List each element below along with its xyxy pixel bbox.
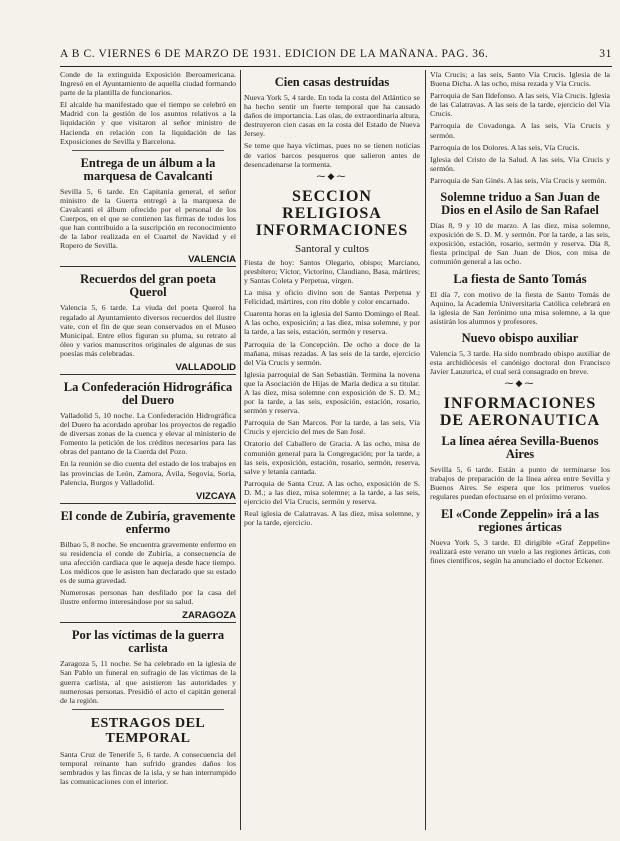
- headline-linea-aerea: La línea aérea Sevilla-Buenos Aires: [441, 434, 599, 462]
- ornament-divider: ⁓◆⁓: [316, 171, 348, 182]
- separator-rule: [72, 709, 224, 710]
- section-subtitle: Santoral y cultos: [295, 242, 369, 255]
- column-2: [244, 70, 420, 830]
- article-paragraph: Nueva York 5, 3 tarde. El dirigible «Graf Zeppelin» realizará este verano un vuelo a las regiones árticas, con fines científicos, según ha anunciado el doctor Eckener.: [430, 537, 610, 565]
- headline-querol: Recuerdos del gran poeta Querol: [80, 272, 216, 300]
- article-paragraph: Sevilla 5, 6 tarde. Están a punto de terminarse los trabajos de preparación de la línea aérea entre Sevilla y Buenos Aires. Se espera que los primeros vuelos regulares puedan efectuarse en el próximo verano.: [430, 465, 610, 502]
- article-paragraph: Iglesia del Cristo de la Salud. A las seis, Vía Crucis y sermón.: [430, 154, 610, 173]
- article-paragraph: Valencia 5, 3 tarde. Ha sido nombrado obispo auxiliar de esta archidiócesis el canónigo doctoral don Francisco Javier Lauzurica, el cual será consagrado en breve.: [430, 348, 610, 377]
- article-paragraph: Real iglesia de Calatravas. A las diez, misa solemne, y por la tarde, ejercicio.: [244, 509, 420, 528]
- article-paragraph: Numerosas personas han desfilado por la casa del ilustre enfermo interesándose por su salud.: [60, 588, 236, 607]
- article-paragraph: Santa Cruz de Tenerife 5, 6 tarde. A consecuencia del temporal reinante han sufrido grandes daños los sembrados y las fincas de la isla, y se han interrumpido las comunicaciones con el interior.: [60, 749, 236, 787]
- article-paragraph: La misa y oficio divino son de Santas Perpetua y Felicidad, mártires, con rito doble y color encarnado.: [244, 288, 420, 307]
- headline-temporal: ESTRAGOS DEL TEMPORAL: [90, 715, 206, 746]
- page-header: [60, 48, 612, 64]
- article-paragraph: Fiesta de hoy: Santos Olegario, obispo; Marciano, presbítero; Víctor, Victorino, Claudiano, Basa, mártires; y Santas Coleta y Perpetua, virgen.: [244, 257, 420, 285]
- article-paragraph: Bilbao 5, 8 noche. Se encuentra gravemente enfermo en su residencia el conde de Zubiría, a consecuencia de una afección cardiaca que le aqueja desde hace tiempo. Los médicos que le asisten han declarado que su estado es de suma gravedad.: [60, 539, 236, 586]
- article-paragraph: Parroquia de San Marcos. Por la tarde, a las seis, Vía Crucis y ejercicio del mes de San José.: [244, 418, 420, 437]
- headline-cien-casas: Cien casas destruídas: [274, 75, 390, 89]
- column-divider: [425, 70, 426, 830]
- article-paragraph: El alcalde ha manifestado que el tiempo se celebró en Madrid con la gestión de los asuntos relativos a la liquidación y que visitaron al señor ministro de Hacienda en relación con la liquidación de las Exposiciones de Sevilla y Barcelona.: [60, 100, 236, 146]
- article-paragraph: Parroquia de San Ginés. A las seis, Vía Crucis y sermón.: [430, 175, 607, 185]
- city-label-zaragoza: ZARAGOZA: [60, 610, 236, 623]
- article-paragraph: Parroquia de Covadonga. A las seis, Vía Crucis y sermón.: [430, 121, 610, 140]
- column-3: [430, 70, 610, 830]
- city-label-vizcaya: VIZCAYA: [60, 491, 236, 504]
- article-paragraph: Días 8, 9 y 10 de marzo. A las diez, misa solemne, exposición de S. D. M. y sermón. Por la tarde, a las seis, exposición, estación, rosario, sermón y reserva. Día 8, fiesta principal de San Juan de Dios, con misa de comunión general a las ocho.: [430, 221, 610, 267]
- headline-album: Entrega de un álbum a la marquesa de Cavalcanti: [80, 155, 216, 183]
- headline-zeppelin: El «Conde Zeppelin» irá a las regiones árticas: [440, 506, 599, 534]
- column-divider: [240, 70, 241, 830]
- article-paragraph: Oratorio del Caballero de Gracia. A las ocho, misa de comunión general para la Congregación; por la tarde, a las seis, exposición, estación, rosario, sermón, reserva, salve y letanía cantada.: [244, 439, 420, 476]
- article-paragraph: Parroquia de Santa Cruz. A las ocho, exposición de S. D. M.; a las diez, misa solemne; a la tarde, a las seis, ejercicio del Vía Crucis, sermón y reserva.: [244, 478, 420, 506]
- article-paragraph: Valencia 5, 6 tarde. La viuda del poeta Querol ha regalado al Ayuntamiento diversos recuerdos del ilustre vate, con el fin de que sean conservados en el Museo Municipal. Entre ellos figuran su pluma, su retrato al óleo y varios manuscritos originales de algunas de sus poesías más celebradas.: [60, 303, 236, 358]
- article-paragraph: Nueva York 5, 4 tarde. En toda la costa del Atlántico se ha hecho sentir un fuerte temporal que ha causado daños de importancia. Las olas, de extraordinaria altura, destruyeron cien casas en la costa del Estado de Nueva Jersey.: [244, 93, 420, 139]
- article-paragraph: Zaragoza 5, 11 noche. Se ha celebrado en la iglesia de San Pablo un funeral en sufragio de las víctimas de la guerra carlista, al que asistieron las autoridades y numerosas personas. Presidió el acto el capitán general de la región.: [60, 659, 236, 705]
- city-label-valencia: VALENCIA: [60, 254, 236, 267]
- article-paragraph: Parroquia de San Ildefonso. A las seis, Vía Crucis. Iglesia de las Calatravas. A las seis de la tarde, ejercicio del Vía Crucis.: [430, 91, 610, 119]
- page-header-text: A B C. VIERNES 6 DE MARZO DE 1931. EDICION DE LA MAÑANA. PAG. 36.: [60, 48, 489, 60]
- section-title-religiosa: SECCION RELIGIOSA INFORMACIONES: [255, 187, 409, 239]
- separator-rule: [72, 150, 224, 151]
- article-paragraph: En la reunión se dio cuenta del estado de los trabajos en las provincias de León, Zamora, Ávila, Segovia, Soria, Palencia, Burgos y Valladolid.: [60, 459, 236, 487]
- headline-carlista: Por las víctimas de la guerra carlista: [71, 628, 225, 656]
- headline-triduo: Solemne triduo a San Juan de Dios en el Asilo de San Rafael: [440, 190, 600, 218]
- page-number: 31: [599, 48, 612, 60]
- article-paragraph: Cuarenta horas en la iglesia del Santo Domingo el Real. A las ocho, exposición; a las diez, misa solemne, y por la tarde, a las seis, estación, sermón y reserva.: [244, 309, 420, 337]
- article-paragraph: Se teme que haya víctimas, pues no se tienen noticias de varios barcos pesqueros que salieron antes de desencadenarse la tormenta.: [244, 141, 420, 169]
- column-1: [60, 70, 236, 830]
- city-label-valladolid: VALLADOLID: [60, 362, 236, 375]
- article-paragraph: Vía Crucis; a las seis, Santo Vía Crucis. Iglesia de la Buena Dicha. A las ocho, misa rezada y Vía Crucis.: [430, 70, 610, 89]
- article-paragraph: Iglesia parroquial de San Sebastián. Termina la novena que la Asociación de Hijas de María dedica a su titular. A las diez, misa solemne con exposición de S. D. M.; por la tarde, a las seis, exposición, estación, rosario, sermón y reserva.: [244, 369, 420, 416]
- section-title-aeronautica: INFORMACIONES DE AERONAUTICA: [439, 395, 601, 430]
- headline-duero: La Confederación Hidrográfica del Duero: [63, 379, 233, 407]
- article-paragraph: Sevilla 5, 6 tarde. En Capitanía general, el señor ministro de la Guerra entregó a la marquesa de Cavalcanti el álbum ofrecido por el personal de los Cuerpos, en el que se contienen las firmas de todos los que han contribuido a la suscripción en reconocimiento de la labor realizada en el Cuartel de Navidad y el Ropero de Sevilla.: [60, 186, 236, 251]
- headline-obispo: Nuevo obispo auxiliar: [461, 330, 579, 345]
- article-paragraph: Valladolid 5, 10 noche. La Confederación Hidrográfica del Duero ha acordado aprobar los proyectos de regadío de diversas zonas de la cuenca y elevar al ministerio de Fomento la petición de los créditos necesarios para las obras del pantano de la Cuerda del Pozo.: [60, 410, 236, 457]
- article-paragraph: Conde de la extinguida Exposición Iberoamericana. Ingresó en el Ayuntamiento de aquella ciudad formando parte de la plantilla de funcionarios.: [60, 70, 236, 98]
- headline-santo-tomas: La fiesta de Santo Tomás: [453, 271, 587, 286]
- headline-zubiria: El conde de Zubiría, gravemente enfermo: [60, 508, 236, 536]
- header-rule: [60, 66, 612, 67]
- article-paragraph: El día 7, con motivo de la fiesta de Santo Tomás de Aquino, la Academia Universitaria Católica celebrará en la iglesia de San Jerónimo una misa solemne, a la que asistirán los alumnos y profesores.: [430, 289, 610, 326]
- ornament-divider: ⁓◆⁓: [504, 379, 536, 390]
- article-paragraph: Parroquia de la Concepción. De ocho a doce de la mañana, misas rezadas. A las seis de la tarde, ejercicio del Vía Crucis y sermón.: [244, 339, 420, 367]
- article-paragraph: Parroquia de los Dolores. A las seis, Vía Crucis.: [430, 142, 580, 152]
